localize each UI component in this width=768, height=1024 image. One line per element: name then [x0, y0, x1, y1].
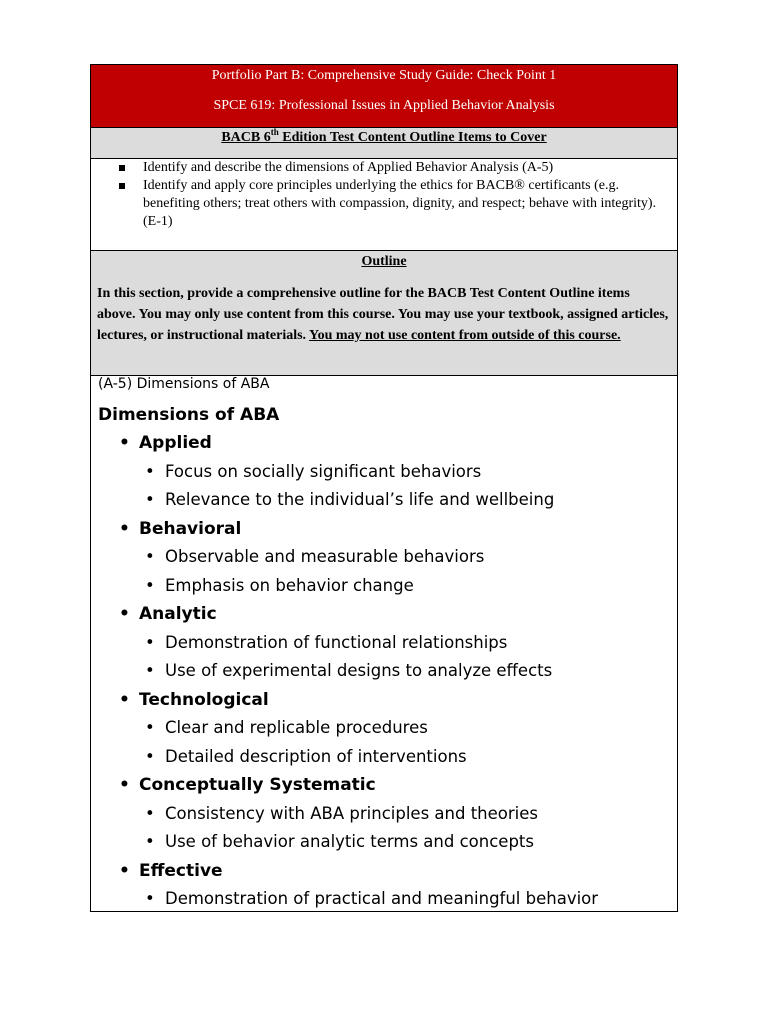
- item-text: (E-1): [143, 214, 173, 229]
- dimension-point: • Focus on socially significant behaviors: [98, 458, 677, 487]
- dimension-name: • Technological: [98, 686, 677, 715]
- dimension-point: • Use of behavior analytic terms and concepts: [98, 828, 677, 857]
- dimension-point: • Observable and measurable behaviors: [98, 543, 677, 572]
- dimension-item: [98, 429, 677, 515]
- dimension-item: [98, 686, 677, 772]
- dimension-point: • Consistency with ABA principles and theories: [98, 800, 677, 829]
- portfolio-title: Portfolio Part B: Comprehensive Study Guide: Check Point 1: [211, 68, 557, 83]
- title-banner: [91, 65, 677, 128]
- bacb-prefix: BACB 6: [221, 130, 271, 145]
- outline-items-list: [91, 159, 677, 251]
- outline-instructions: [91, 283, 677, 346]
- dimension-item: [98, 857, 677, 914]
- dimension-name: • Conceptually Systematic: [98, 771, 677, 800]
- study-guide-table: [90, 64, 678, 912]
- dimensions-heading: Dimensions of ABA: [98, 405, 280, 425]
- outline-title: Outline: [361, 254, 407, 269]
- outline-section: [91, 251, 677, 376]
- list-item-continuation: [143, 213, 677, 231]
- outline-content: [91, 376, 677, 911]
- bacb-superscript: th: [270, 127, 279, 137]
- bacb-suffix: Edition Test Content Outline Items to Cover: [278, 130, 547, 145]
- dimension-point: • Demonstration of practical and meaningful behavior: [98, 885, 677, 914]
- dimension-point: • Detailed description of interventions: [98, 743, 677, 772]
- list-item-continuation: [143, 195, 677, 213]
- dimension-name: • Applied: [98, 429, 677, 458]
- dimensions-list: [98, 429, 677, 914]
- instructions-text: In this section, provide a comprehensive outline for the BACB Test Content Outline items above. You may only use content from this course. You may use your textbook, assigned articles, lectures, or instructional materials.: [97, 286, 669, 343]
- bacb-items-heading: [91, 128, 677, 159]
- dimension-name: • Behavioral: [98, 515, 677, 544]
- item-text: benefiting others; treat others with compassion, dignity, and respect; behave with integrity).: [143, 196, 657, 211]
- dimension-item: [98, 515, 677, 601]
- list-item: [143, 159, 677, 177]
- warning-text: You may not use content from outside of this course.: [309, 328, 621, 343]
- dimension-item: [98, 771, 677, 857]
- dimension-name: • Analytic: [98, 600, 677, 629]
- section-label: (A-5) Dimensions of ABA: [98, 376, 270, 392]
- item-text: Identify and apply core principles underlying the ethics for BACB® certificants (e.g.: [143, 178, 619, 193]
- dimension-point: • Demonstration of functional relationships: [98, 629, 677, 658]
- dimension-point: • Clear and replicable procedures: [98, 714, 677, 743]
- dimension-name: • Effective: [98, 857, 677, 886]
- dimension-item: [98, 600, 677, 686]
- course-title: SPCE 619: Professional Issues in Applied Behavior Analysis: [213, 98, 555, 113]
- dimension-point: • Use of experimental designs to analyze effects: [98, 657, 677, 686]
- list-item: [143, 177, 677, 195]
- item-text: Identify and describe the dimensions of Applied Behavior Analysis (A-5): [143, 160, 554, 175]
- dimension-point: • Relevance to the individual’s life and wellbeing: [98, 486, 677, 515]
- dimension-point: • Emphasis on behavior change: [98, 572, 677, 601]
